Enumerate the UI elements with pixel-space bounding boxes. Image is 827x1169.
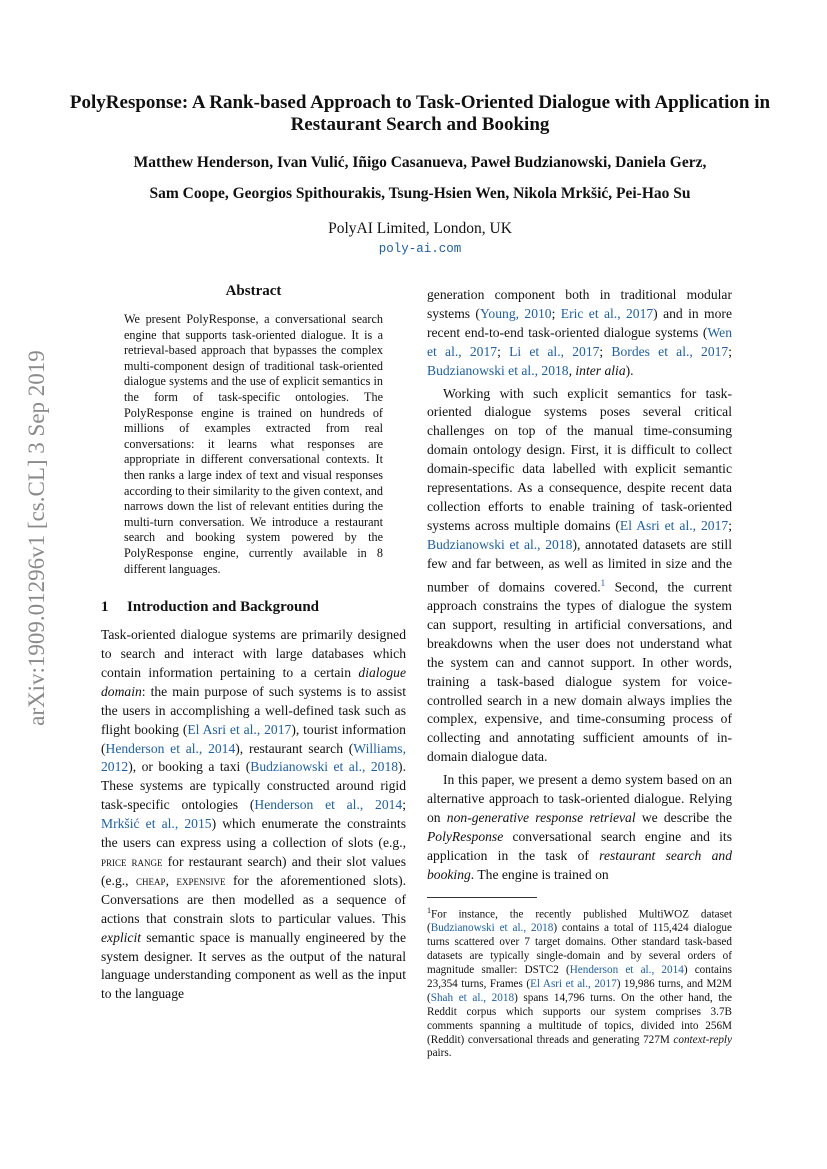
section-heading bbox=[101, 599, 406, 616]
citation-link[interactable]: El Asri et al., 2017 bbox=[187, 721, 292, 737]
paragraph-intro-1: Task-oriented dialogue systems are primarily designed to search and interact with large databases which contain information pertaining to a certain dialogue domain: the main purpose of such systems is to assist the users in accomplishing a well-defined task such as flight booking (El Asri et al., 2017), tourist information (Henderson et al., 2014), restaurant search (Williams, 2012), or booking a taxi (Budzianowski et al., 2018). These systems are typically constructed around rigid task-specific ontologies (Henderson et al., 2014; Mrkšić et al., 2015) which enumerate the constraints the users can express using a collection of slots (e.g., price range for restaurant search) and their slot values (e.g., cheap, expensive for the aforementioned slots). Conversations are then modelled as a sequence of actions that constrain slots to particular values. This explicit semantic space is manually engineered by the system designer. It serves as the output of the natural language understanding component as well as the input to the language bbox=[101, 627, 407, 1002]
footnote-number: 1 bbox=[427, 905, 431, 915]
citation-link[interactable]: Williams, 2012 bbox=[101, 740, 406, 775]
citation-link[interactable]: Mrkšić et al., 2015 bbox=[101, 816, 212, 832]
citation-link[interactable]: Bordes et al., 2017 bbox=[611, 343, 729, 359]
citation-link[interactable]: Henderson et al., 2014 bbox=[105, 740, 236, 756]
citation-link[interactable]: Budzianowski et al., 2018 bbox=[427, 536, 573, 552]
citation-link[interactable]: Budzianowski et al., 2018 bbox=[430, 922, 554, 935]
slot-value: cheap bbox=[136, 872, 166, 888]
slot-value: expensive bbox=[176, 872, 226, 888]
section-title: Introduction and Background bbox=[127, 599, 320, 616]
citation-link[interactable]: Budzianowski et al., 2018 bbox=[250, 759, 399, 775]
left-column bbox=[101, 283, 406, 1004]
citation-link[interactable]: El Asri et al., 2017 bbox=[619, 517, 729, 533]
arxiv-identifier: arXiv:1909.01296v1 [cs.CL] 3 Sep 2019 bbox=[24, 350, 49, 726]
citation-link[interactable]: Budzianowski et al., 2018 bbox=[427, 362, 569, 378]
right-column bbox=[427, 286, 732, 1061]
authors-line-1: Matthew Henderson, Ivan Vulić, Iñigo Casanueva, Paweł Budzianowski, Daniela Gerz, bbox=[133, 154, 707, 171]
affiliation: PolyAI Limited, London, UK bbox=[328, 220, 512, 237]
citation-link[interactable]: Wen et al., 2017 bbox=[427, 324, 732, 359]
affiliation-url-link[interactable]: poly-ai.com bbox=[378, 242, 462, 256]
citation-link[interactable]: Henderson et al., 2014 bbox=[569, 963, 684, 976]
citation-link[interactable]: El Asri et al., 2017 bbox=[530, 977, 617, 990]
arxiv-stamp bbox=[0, 0, 49, 726]
footnote-marker-link[interactable]: 1 bbox=[600, 577, 606, 588]
abstract-text: We present PolyResponse, a conversational search engine that supports task-oriented dialogue. It is a retrieval-based approach that bypasses the complex multi-component design of traditional task-oriented dialogue systems and the use of explicit semantics in the form of task-specific ontologies. The PolyResponse engine is trained on hundreds of millions of examples extracted from real conversations: it learns what responses are appropriate in different conversational contexts. It then ranks a large index of text and visual responses according to their similarity to the given context, and narrows down the list of relevant entities during the multi-turn conversation. We introduce a restaurant search and booking system powered by the PolyResponse engine, currently available in 8 different languages. bbox=[124, 312, 383, 576]
citation-link[interactable]: Shah et al., 2018 bbox=[430, 991, 515, 1004]
slot-name: price range bbox=[101, 853, 163, 869]
citation-link[interactable]: Young, 2010 bbox=[479, 305, 552, 321]
paragraph-intro-3: In this paper, we present a demo system based on an alternative approach to task-oriented dialogue. Relying on non-generative response retrieval we describe the PolyResponse conversational search engine and its application in the task of restaurant search and booking. The engine is trained on bbox=[427, 772, 732, 882]
citation-link[interactable]: Li et al., 2017 bbox=[509, 343, 600, 359]
paragraph-intro-2: Working with such explicit semantics for task-oriented dialogue systems poses several critical challenges on top of the manual time-consuming domain ontology design. First, it is difficult to collect domain-specific data labelled with explicit semantic representations. As a consequence, despite recent data collection efforts to enable training of task-oriented systems across multiple domains (El Asri et al., 2017; Budzianowski et al., 2018), annotated datasets are still few and far between, as well as limited in size and the number of domains covered.$^1$ Second, the current approach constrains the types of dialogue the system can support, resulting in artificial conversations, and breakdowns when the user does not understand what the system can and cannot support. In other words, training a task-based dialogue system for voice-controlled search in a new domain always implies the complex, expensive, and time-consuming process of collecting and annotating sufficient amounts of in-domain dialogue data. bbox=[427, 385, 732, 765]
citation-link[interactable]: Eric et al., 2017 bbox=[560, 305, 654, 321]
footnote-divider bbox=[427, 897, 537, 898]
abstract-heading: Abstract bbox=[225, 283, 282, 299]
citation-link[interactable]: Henderson et al., 2014 bbox=[254, 797, 403, 813]
footnote-1: $^1$For instance, the recently published MultiWOZ dataset (Budzianowski et al., 2018) contains a total of 115,424 dialogue turns scattered over 7 target domains. Other standard task-based datasets are typically single-domain and by several orders of magnitude smaller: DSTC2 (Henderson et al., 2014) contains 23,354 turns, Frames (El Asri et al., 2017) 19,986 turns, and M2M (Shah et al., 2018) spans 14,796 turns. On the other hand, the Reddit corpus which supports our system comprises 3.7B comments spanning a multitude of topics, divided into 256M (Reddit) conversational threads and generating 727M context-reply pairs. bbox=[427, 905, 732, 1060]
paper-title: PolyResponse: A Rank-based Approach to Task-Oriented Dialogue with Application in Restaurant Search and Booking bbox=[69, 92, 771, 135]
authors-line-2: Sam Coope, Georgios Spithourakis, Tsung-Hsien Wen, Nikola Mrkšić, Pei-Hao Su bbox=[149, 185, 691, 202]
paragraph-intro-1-continued: generation component both in traditional modular systems (Young, 2010; Eric et al., 2017) and in more recent end-to-end task-oriented dialogue systems (Wen et al., 2017; Li et al., 2017; Bordes et al., 2017; Budzianowski et al., 2018, inter alia). bbox=[427, 287, 732, 378]
author-list bbox=[60, 147, 780, 209]
section-number: 1 bbox=[101, 599, 109, 616]
